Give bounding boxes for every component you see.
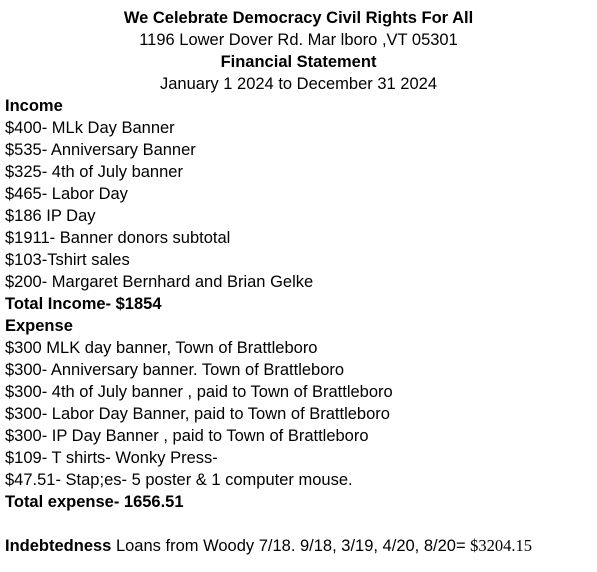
expense-item: $109- T shirts- Wonky Press-	[5, 449, 218, 467]
income-item: $186 IP Day	[5, 207, 96, 225]
expense-item: $300 MLK day banner, Town of Brattleboro	[5, 339, 318, 357]
org-address: 1196 Lower Dover Rd. Mar lboro ,VT 05301	[139, 31, 458, 49]
income-total: Total Income- $1854	[5, 295, 162, 313]
indebtedness-amount: $3204.15	[470, 536, 533, 555]
indebtedness-text: Loans from Woody 7/18. 9/18, 3/19, 4/20, 8/20=	[111, 537, 471, 555]
statement-period: January 1 2024 to December 31 2024	[159, 75, 438, 93]
income-item: $325- 4th of July banner	[5, 163, 183, 181]
expense-item: $300- IP Day Banner , paid to Town of Brattleboro	[5, 427, 369, 445]
indebtedness-line	[5, 535, 593, 557]
income-heading: Income	[5, 97, 63, 115]
income-item: $200- Margaret Bernhard and Brian Gelke	[5, 273, 314, 291]
expense-total-rest: otal expense- 1656.51	[13, 493, 184, 511]
expense-item: $300- 4th of July banner , paid to Town of Brattleboro	[5, 383, 393, 401]
expense-total	[5, 491, 593, 513]
income-item: $400- MLk Day Banner	[5, 119, 175, 137]
expense-heading: Expense	[5, 317, 73, 335]
expense-item: $47.51- Stap;es- 5 poster & 1 computer mouse.	[5, 471, 353, 489]
financial-statement-document	[5, 7, 593, 557]
expense-total-prefix: T	[5, 493, 14, 511]
expense-item: $300- Anniversary banner. Town of Brattleboro	[5, 361, 345, 379]
income-item: $465- Labor Day	[5, 185, 128, 203]
expense-item: $300- Labor Day Banner, paid to Town of Brattleboro	[5, 405, 390, 423]
statement-title: Financial Statement	[220, 53, 377, 71]
income-item: $535- Anniversary Banner	[5, 141, 196, 159]
income-item: $1911- Banner donors subtotal	[5, 229, 231, 247]
org-name: We Celebrate Democracy Civil Rights For All	[123, 9, 474, 27]
indebtedness-label: Indebtedness	[5, 537, 112, 555]
blank-spacer	[5, 513, 593, 535]
income-item: $103-Tshirt sales	[5, 251, 130, 269]
